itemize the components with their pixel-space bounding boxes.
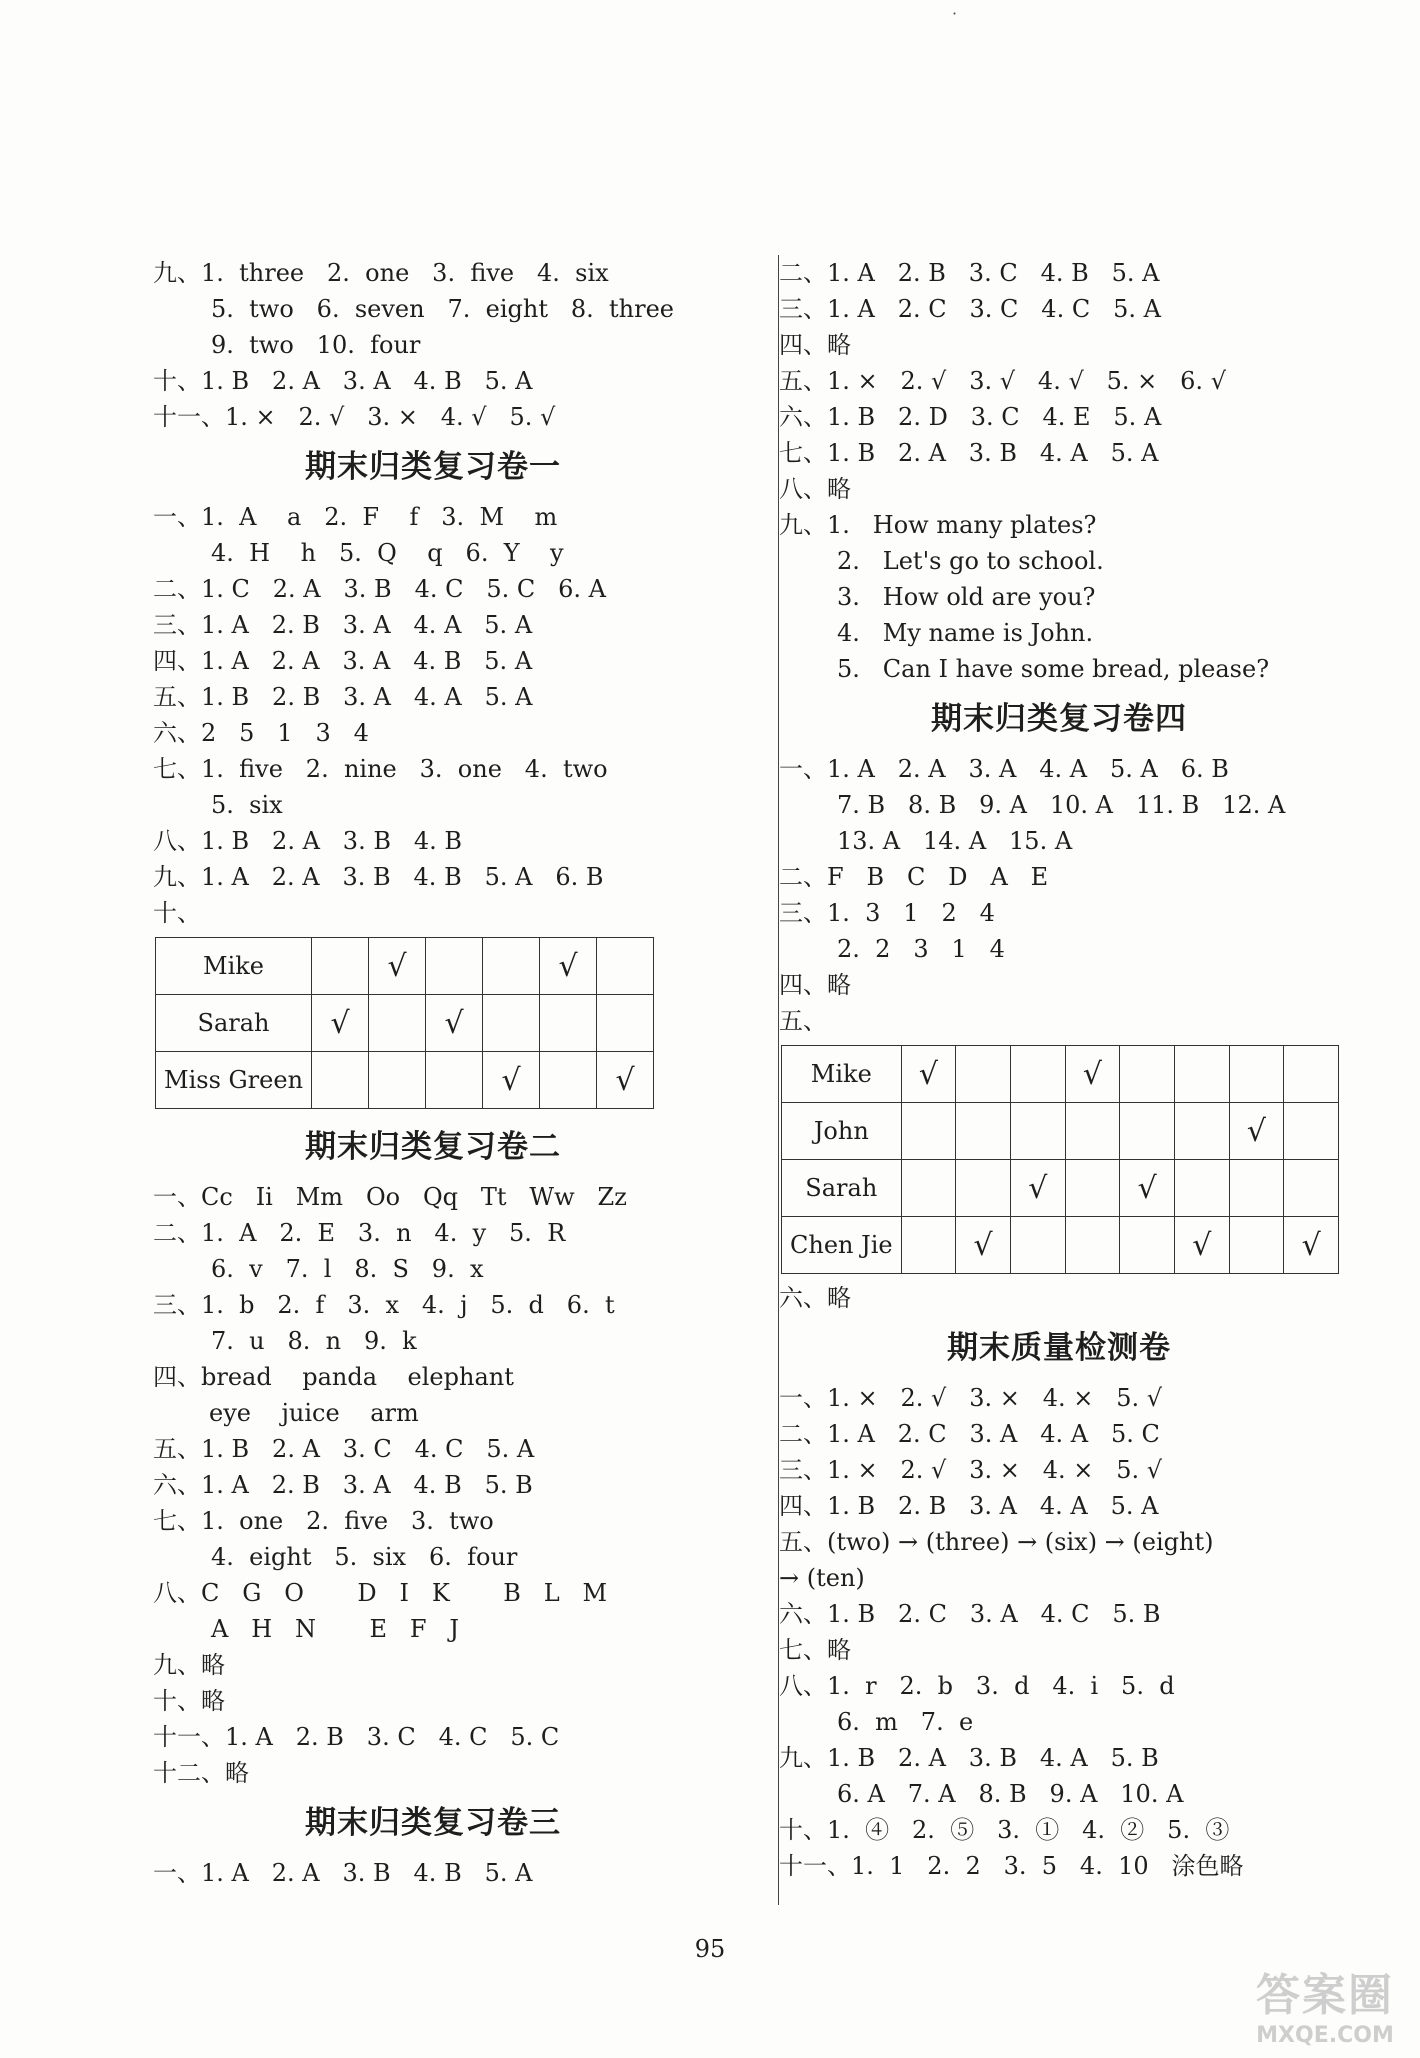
answer-line: 八、1. B 2. A 3. B 4. B — [153, 827, 463, 855]
page-number: 95 — [694, 1935, 726, 1963]
answer-line: 十、略 — [153, 1687, 225, 1715]
answer-line: 一、1. A 2. A 3. A 4. A 5. A 6. B — [779, 755, 1229, 783]
row-name: John — [782, 1103, 902, 1160]
check-cell: √ — [956, 1217, 1011, 1274]
row-name: Mike — [782, 1046, 902, 1103]
answer-line: 四、bread panda elephant — [153, 1363, 514, 1391]
check-cell — [1120, 1217, 1175, 1274]
row-name: Sarah — [782, 1160, 902, 1217]
answer-line: 4. My name is John. — [837, 619, 1094, 647]
answer-line: 十、1. B 2. A 3. A 4. B 5. A — [153, 367, 533, 395]
table-row — [782, 1217, 1339, 1274]
check-cell — [1010, 1103, 1065, 1160]
answer-line: 一、1. × 2. √ 3. × 4. × 5. √ — [779, 1384, 1163, 1412]
answer-line: 四、1. B 2. B 3. A 4. A 5. A — [779, 1492, 1159, 1520]
answer-line: 4. eight 5. six 6. four — [211, 1543, 518, 1571]
table-row — [782, 1103, 1339, 1160]
row-name: Sarah — [156, 995, 312, 1052]
answer-line: 7. B 8. B 9. A 10. A 11. B 12. A — [837, 791, 1286, 819]
answer-line: 5. six — [211, 791, 283, 819]
check-cell — [1284, 1160, 1339, 1217]
answer-line: 二、1. C 2. A 3. B 4. C 5. C 6. A — [153, 575, 606, 603]
answer-line: 十、1. ④ 2. ⑤ 3. ① 4. ② 5. ③ — [779, 1816, 1230, 1844]
answer-line: 一、1. A a 2. F f 3. M m — [153, 503, 558, 531]
watermark-url: MXQE.COM — [1256, 2023, 1394, 2048]
answer-table-1 — [155, 937, 654, 1109]
check-cell: √ — [540, 938, 597, 995]
answer-line: 五、1. B 2. B 3. A 4. A 5. A — [153, 683, 533, 711]
table-row — [782, 1160, 1339, 1217]
table-row — [156, 1052, 654, 1109]
answer-line: 五、(two) → (three) → (six) → (eight) — [779, 1528, 1214, 1556]
table-row — [156, 938, 654, 995]
answer-line: 9. two 10. four — [211, 331, 421, 359]
check-cell — [901, 1217, 956, 1274]
answer-line: 七、1. B 2. A 3. B 4. A 5. A — [779, 439, 1159, 467]
answer-line: 四、1. A 2. A 3. A 4. B 5. A — [153, 647, 533, 675]
answer-line: 九、略 — [153, 1651, 225, 1679]
check-cell — [1010, 1046, 1065, 1103]
answer-line: 三、1. 3 1 2 4 — [779, 899, 995, 927]
answer-line: 6. v 7. l 8. S 9. x — [211, 1255, 484, 1283]
check-cell: √ — [483, 1052, 540, 1109]
answer-line: 6. m 7. e — [837, 1708, 974, 1736]
answer-line: 四、略 — [779, 331, 851, 359]
answer-line: 十二、略 — [153, 1759, 249, 1787]
answer-line: 5. Can I have some bread, please? — [837, 655, 1270, 683]
answer-line: 二、1. A 2. E 3. n 4. y 5. R — [153, 1219, 566, 1247]
check-cell — [1174, 1160, 1229, 1217]
answer-line: 七、略 — [779, 1636, 851, 1664]
check-cell — [1229, 1046, 1284, 1103]
answer-line: 十一、1. A 2. B 3. C 4. C 5. C — [153, 1723, 560, 1751]
section-title: 期末质量检测卷 — [947, 1330, 1171, 1366]
top-mark: · — [952, 4, 958, 23]
answer-line: 六、略 — [779, 1284, 851, 1312]
section-title: 期末归类复习卷三 — [305, 1805, 561, 1841]
answer-table-2 — [781, 1045, 1339, 1274]
check-cell — [597, 938, 654, 995]
table-row — [156, 995, 654, 1052]
answer-line: 6. A 7. A 8. B 9. A 10. A — [837, 1780, 1184, 1808]
check-cell — [901, 1160, 956, 1217]
answer-line: 七、1. five 2. nine 3. one 4. two — [153, 755, 608, 783]
check-cell — [956, 1160, 1011, 1217]
answer-line: 二、1. A 2. C 3. A 4. A 5. C — [779, 1420, 1160, 1448]
check-cell — [1065, 1103, 1120, 1160]
check-cell — [1174, 1103, 1229, 1160]
check-cell — [956, 1103, 1011, 1160]
answer-line: 5. two 6. seven 7. eight 8. three — [211, 295, 674, 323]
answer-line: 7. u 8. n 9. k — [211, 1327, 417, 1355]
answer-line: 二、F B C D A E — [779, 863, 1049, 891]
check-cell — [312, 1052, 369, 1109]
check-cell — [369, 995, 426, 1052]
answer-line: 六、1. B 2. D 3. C 4. E 5. A — [779, 403, 1162, 431]
answer-line: 十一、1. 1 2. 2 3. 5 4. 10 涂色略 — [779, 1852, 1244, 1880]
answer-line: 九、1. three 2. one 3. five 4. six — [153, 259, 609, 287]
check-cell — [901, 1103, 956, 1160]
answer-line: 五、 — [779, 1007, 827, 1035]
check-cell: √ — [312, 995, 369, 1052]
check-cell — [312, 938, 369, 995]
answer-line: 三、1. A 2. B 3. A 4. A 5. A — [153, 611, 533, 639]
check-cell: √ — [901, 1046, 956, 1103]
answer-line: 13. A 14. A 15. A — [837, 827, 1073, 855]
check-cell — [1229, 1160, 1284, 1217]
answer-line: 九、1. A 2. A 3. B 4. B 5. A 6. B — [153, 863, 604, 891]
answer-line: 六、2 5 1 3 4 — [153, 719, 369, 747]
check-cell — [1284, 1046, 1339, 1103]
answer-line: 六、1. A 2. B 3. A 4. B 5. B — [153, 1471, 533, 1499]
row-name: Miss Green — [156, 1052, 312, 1109]
answer-line: 十一、1. × 2. √ 3. × 4. √ 5. √ — [153, 403, 556, 431]
answer-line: 七、1. one 2. five 3. two — [153, 1507, 494, 1535]
check-cell: √ — [1010, 1160, 1065, 1217]
answer-line: 一、Cc Ii Mm Oo Qq Tt Ww Zz — [153, 1183, 627, 1211]
check-cell: √ — [1065, 1046, 1120, 1103]
answer-line: 4. H h 5. Q q 6. Y y — [211, 539, 564, 567]
watermark-logo — [1256, 1959, 1394, 2048]
right-column — [778, 255, 1339, 1905]
check-cell — [1010, 1217, 1065, 1274]
check-cell: √ — [1229, 1103, 1284, 1160]
answer-line: 八、1. r 2. b 3. d 4. i 5. d — [779, 1672, 1175, 1700]
check-cell — [1120, 1103, 1175, 1160]
answer-line: eye juice arm — [209, 1399, 419, 1427]
table-row — [782, 1046, 1339, 1103]
section-title: 期末归类复习卷四 — [931, 701, 1187, 737]
answer-line: 2. Let's go to school. — [837, 547, 1104, 575]
answer-line: 2. 2 3 1 4 — [837, 935, 1005, 963]
answer-line: 九、1. How many plates? — [779, 511, 1097, 539]
check-cell — [540, 1052, 597, 1109]
check-cell — [597, 995, 654, 1052]
row-name: Mike — [156, 938, 312, 995]
check-cell — [1065, 1217, 1120, 1274]
answer-line: 一、1. A 2. A 3. B 4. B 5. A — [153, 1859, 533, 1887]
check-cell — [1284, 1103, 1339, 1160]
check-cell — [540, 995, 597, 1052]
answer-line: 五、1. B 2. A 3. C 4. C 5. A — [153, 1435, 535, 1463]
answer-line: 六、1. B 2. C 3. A 4. C 5. B — [779, 1600, 1161, 1628]
check-cell — [1229, 1217, 1284, 1274]
answer-line: A H N E F J — [211, 1615, 460, 1643]
check-cell: √ — [1120, 1160, 1175, 1217]
section-title: 期末归类复习卷二 — [305, 1129, 561, 1165]
answer-line: 三、1. × 2. √ 3. × 4. × 5. √ — [779, 1456, 1163, 1484]
check-cell — [483, 938, 540, 995]
answer-line: 四、略 — [779, 971, 851, 999]
check-cell — [369, 1052, 426, 1109]
answer-line: 三、1. A 2. C 3. C 4. C 5. A — [779, 295, 1161, 323]
watermark-title: 答案圈 — [1256, 1970, 1394, 2021]
answer-line: → (ten) — [779, 1564, 865, 1592]
answer-line: 九、1. B 2. A 3. B 4. A 5. B — [779, 1744, 1159, 1772]
answer-line: 八、略 — [779, 475, 851, 503]
check-cell — [1174, 1046, 1229, 1103]
check-cell — [1065, 1160, 1120, 1217]
check-cell: √ — [597, 1052, 654, 1109]
answer-line: 十、 — [153, 899, 201, 927]
row-name: Chen Jie — [782, 1217, 902, 1274]
check-cell: √ — [1174, 1217, 1229, 1274]
answer-line: 3. How old are you? — [837, 583, 1096, 611]
check-cell — [1120, 1046, 1175, 1103]
answer-line: 五、1. × 2. √ 3. √ 4. √ 5. × 6. √ — [779, 367, 1226, 395]
check-cell: √ — [426, 995, 483, 1052]
check-cell — [426, 938, 483, 995]
check-cell: √ — [369, 938, 426, 995]
check-cell: √ — [1284, 1217, 1339, 1274]
check-cell — [483, 995, 540, 1052]
check-cell — [426, 1052, 483, 1109]
answer-line: 二、1. A 2. B 3. C 4. B 5. A — [779, 259, 1160, 287]
answer-line: 八、C G O D I K B L M — [153, 1579, 608, 1607]
answer-line: 三、1. b 2. f 3. x 4. j 5. d 6. t — [153, 1291, 615, 1319]
section-title: 期末归类复习卷一 — [305, 449, 561, 485]
check-cell — [956, 1046, 1011, 1103]
left-column — [153, 255, 713, 1891]
